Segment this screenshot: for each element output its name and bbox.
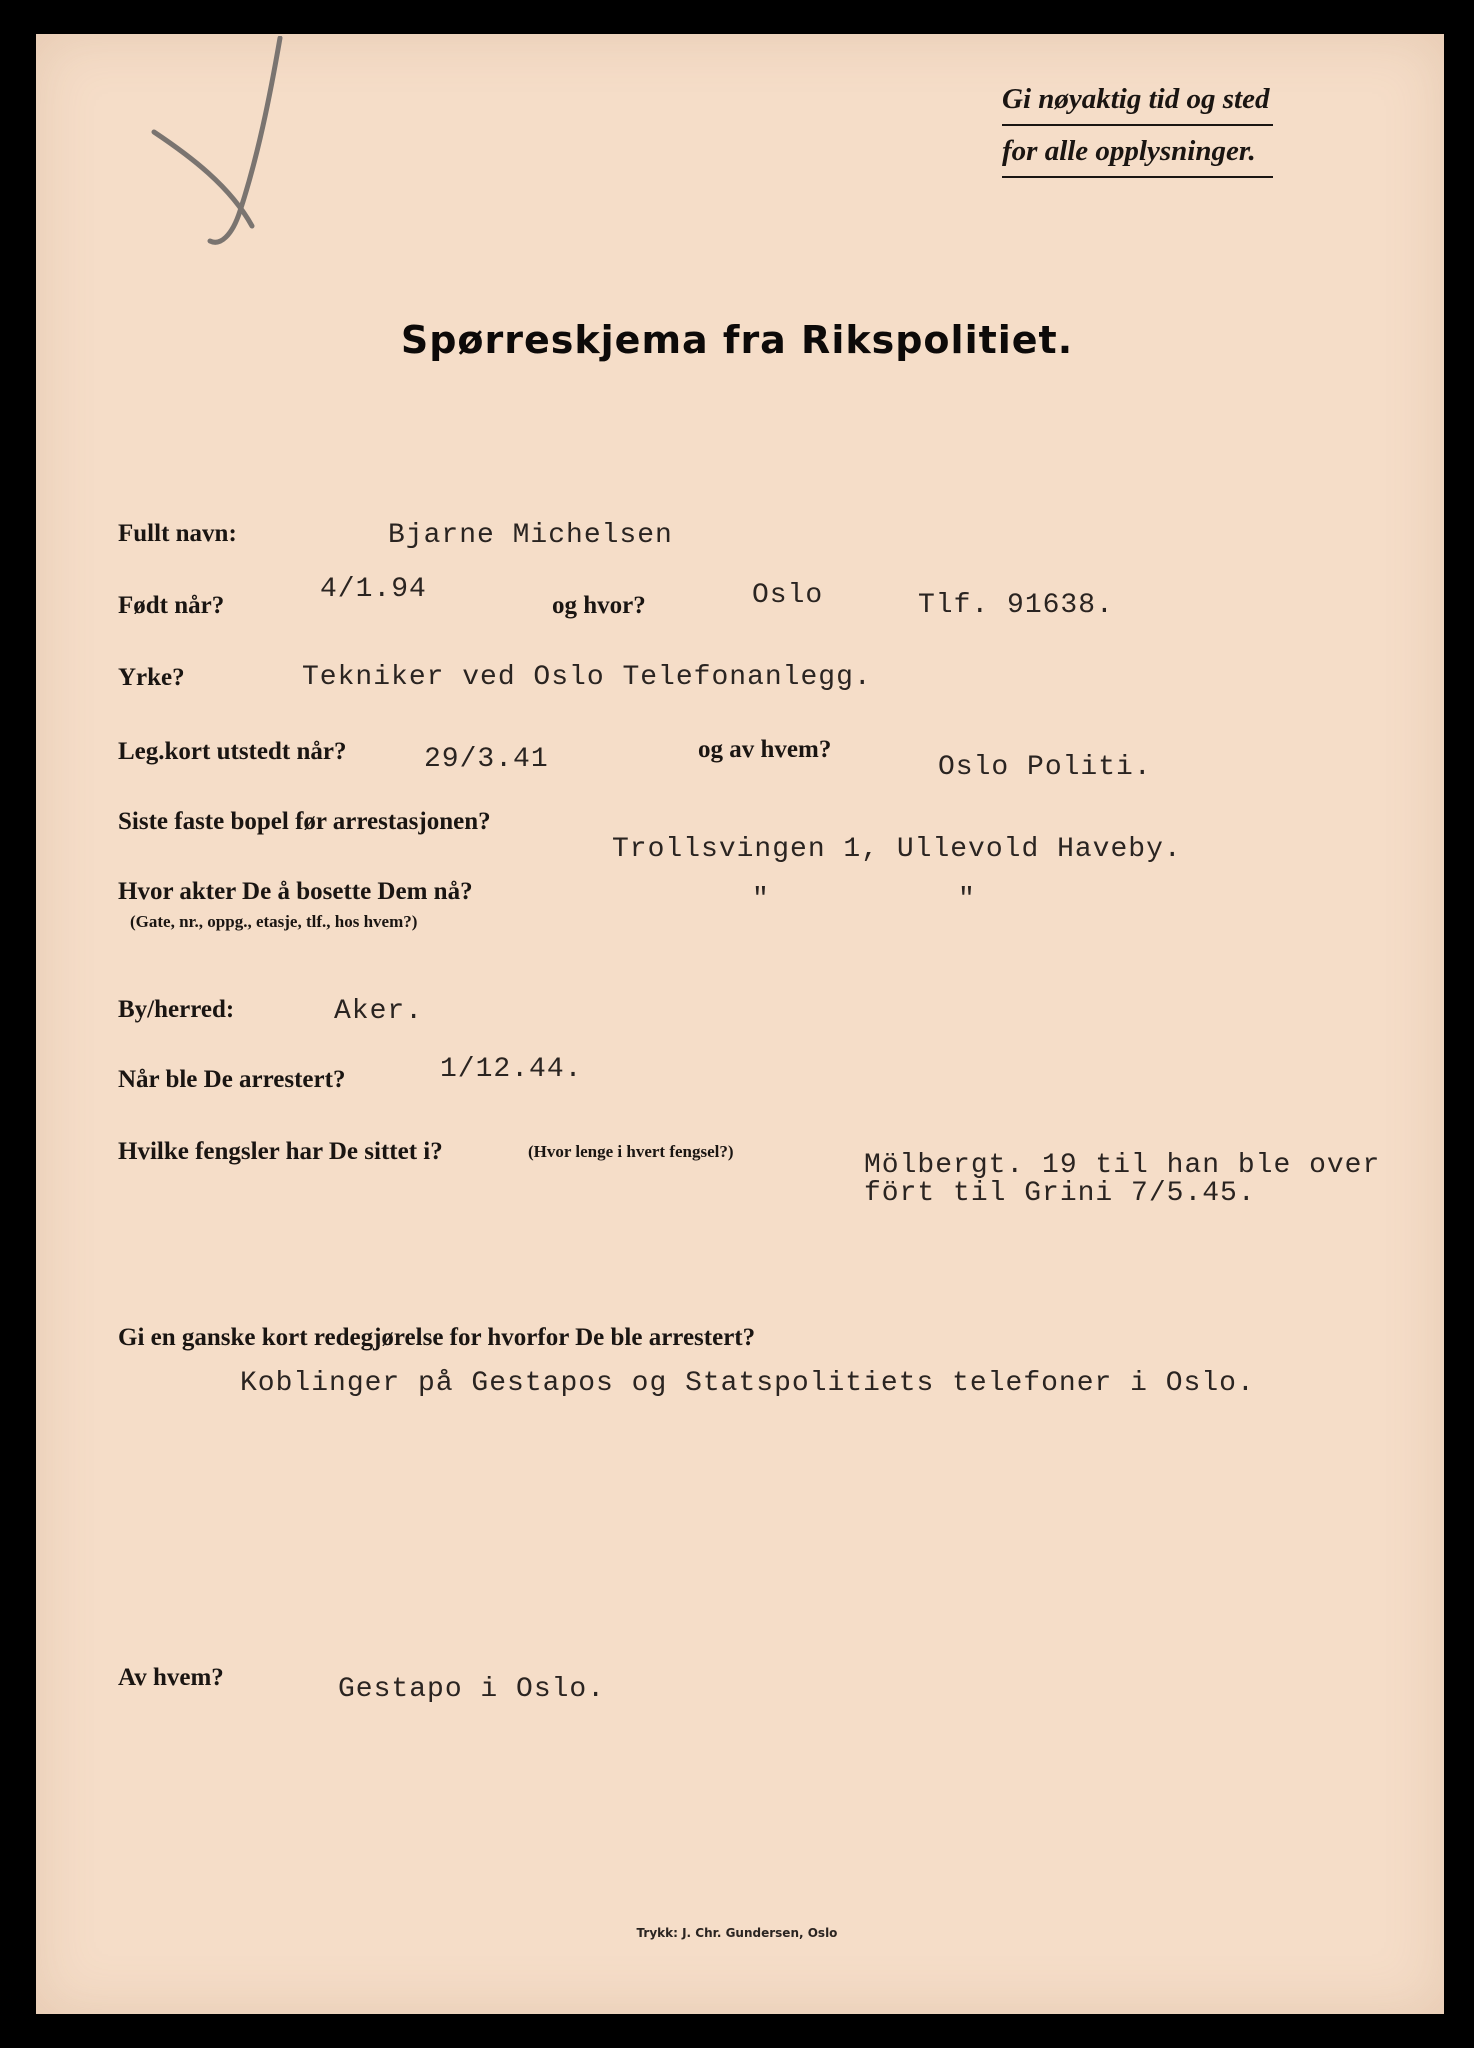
label-prisons: Hvilke fengsler har De sittet i?	[118, 1138, 443, 1165]
label-full-name: Fullt navn:	[118, 520, 237, 547]
notice-line-2: for alle opplysninger.	[1002, 126, 1273, 178]
label-occupation: Yrke?	[118, 664, 185, 691]
value-occupation: Tekniker ved Oslo Telefonanlegg.	[302, 662, 872, 693]
label-settle-hint: (Gate, nr., oppg., etasje, tlf., hos hvem?)	[130, 912, 418, 931]
value-id-card-when: 29/3.41	[424, 744, 549, 775]
notice-line-1: Gi nøyaktig tid og sted	[1002, 74, 1273, 126]
label-arrested-when: Når ble De arrestert?	[118, 1066, 346, 1093]
value-born-where: Oslo	[752, 580, 824, 611]
label-last-residence: Siste faste bopel før arrestasjonen?	[118, 808, 491, 835]
label-prisons-hint: (Hvor lenge i hvert fengsel?)	[528, 1142, 734, 1161]
value-phone: Tlf. 91638.	[918, 590, 1114, 621]
value-full-name: Bjarne Michelsen	[388, 520, 673, 551]
pencil-check-mark	[140, 36, 300, 256]
value-born-when: 4/1.94	[320, 574, 427, 605]
label-id-card-when: Leg.kort utstedt når?	[118, 738, 347, 765]
label-reason: Gi en ganske kort redegjørelse for hvorfor De ble arrestert?	[118, 1324, 756, 1351]
value-last-residence: Trollsvingen 1, Ullevold Haveby.	[612, 834, 1182, 865]
form-title: Spørreskjema fra Rikspolitiet.	[400, 318, 1074, 362]
label-born-when: Født når?	[118, 592, 225, 619]
value-prisons-line-1: Mölbergt. 19 til han ble over	[864, 1150, 1381, 1181]
value-by-whom: Gestapo i Oslo.	[338, 1674, 606, 1705]
value-settle-ditto-1: "	[752, 884, 770, 915]
value-reason: Koblinger på Gestapos og Statspolitiets telefoner i Oslo.	[240, 1368, 1255, 1399]
label-by-whom: Av hvem?	[118, 1664, 224, 1691]
label-settle: Hvor akter De å bosette Dem nå?	[118, 878, 473, 905]
instruction-notice	[1002, 74, 1273, 178]
value-settle-ditto-2: "	[958, 884, 976, 915]
value-prisons-line-2: fört til Grini 7/5.45.	[864, 1178, 1256, 1209]
value-id-card-by: Oslo Politi.	[938, 752, 1152, 783]
label-born-where: og hvor?	[552, 592, 646, 619]
label-id-card-by: og av hvem?	[698, 736, 832, 763]
label-municipality: By/herred:	[118, 996, 235, 1023]
value-arrested-when: 1/12.44.	[440, 1054, 583, 1085]
value-municipality: Aker.	[334, 996, 424, 1027]
printer-credit: Trykk: J. Chr. Gundersen, Oslo	[636, 1926, 838, 1940]
